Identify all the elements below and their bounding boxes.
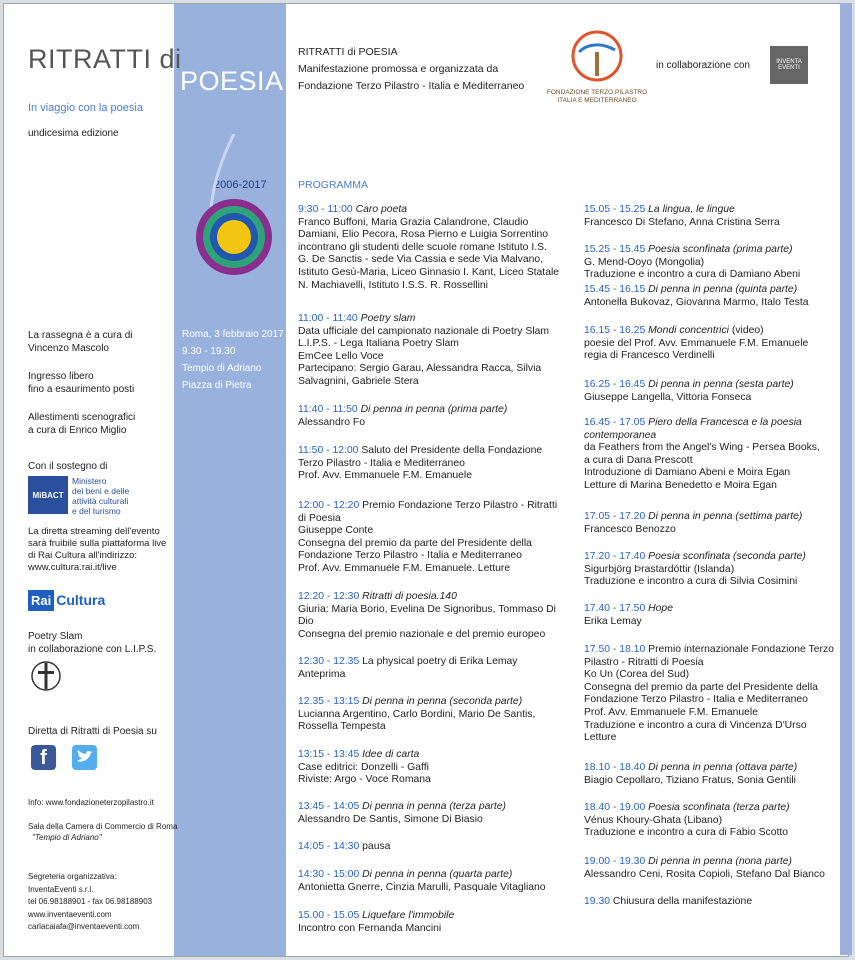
program-line: Francesco Benozzo <box>584 523 676 535</box>
right-edge-strip <box>840 3 852 955</box>
program-entry <box>584 417 854 493</box>
program-entry <box>298 591 568 641</box>
fondazione-logo-text <box>541 89 653 105</box>
header-text <box>298 44 524 95</box>
program-line: Pilastro - Ritratti di Poesia <box>584 656 704 668</box>
program-title: Poesia sconfinata (seconda parte) <box>648 551 806 562</box>
program-entry-header <box>298 500 568 513</box>
program-line: Prof. Avv. Emmanuele F.M. Emanuele <box>298 470 473 482</box>
program-line: di Poesia <box>298 512 341 524</box>
program-title: Di penna in penna (sesta parte) <box>648 379 794 390</box>
program-time: 9:30 - 11:00 <box>298 204 353 215</box>
program-time: 17.20 - 17.40 <box>584 551 646 562</box>
rai-label: Rai <box>28 590 54 611</box>
program-title: Liquefare l'immobile <box>362 910 455 921</box>
program-line: Salvagnini, Gabriele Stera <box>298 375 419 387</box>
program-line: Giuseppe Conte <box>298 525 374 537</box>
program-time: 14:30 - 15:00 <box>298 869 360 880</box>
program-title-plain: Premio Fondazione Terzo Pilastro - Ritratti <box>362 500 558 511</box>
program-entry-header <box>298 445 568 458</box>
program-entry-header <box>298 404 568 417</box>
program-entry <box>298 749 568 787</box>
program-line: regia di Francesco Verdinelli <box>584 350 715 362</box>
event-square: Piazza di Pietra <box>182 380 252 391</box>
mibact-abbr: MiBACT <box>32 490 64 500</box>
stream-line-2: sarà fruibile sulla piattaforma live <box>28 538 167 549</box>
program-time: 11:40 - 11:50 <box>298 404 358 415</box>
hall-subname: "Tempio di Adriano" <box>32 833 102 842</box>
curator-info <box>28 330 133 355</box>
program-entry <box>298 801 568 826</box>
program-line: Terzo Pilastro - Italia e Mediterraneo <box>298 457 465 469</box>
program-line: Riviste: Argo - Voce Romana <box>298 774 431 786</box>
program-time: 15.45 - 16.15 <box>584 284 646 295</box>
program-title-plain: Premio internazionale Fondazione Terzo <box>648 644 834 655</box>
program-time: 16.45 - 17.05 <box>584 417 646 428</box>
program-time: 13:15 - 13:45 <box>298 749 360 760</box>
program-entry-header <box>298 749 568 762</box>
program-entry-header <box>584 762 854 775</box>
program-line: Prof. Avv. Emmanuele F.M. Emanuele. Letture <box>298 562 511 574</box>
collab-label: in collaborazione con <box>656 60 750 71</box>
rai-cultura-logo <box>28 588 105 612</box>
program-entry <box>584 762 854 787</box>
program-line: Fondazione Terzo Pilastro - Italia e Mediterraneo <box>584 694 808 706</box>
program-time: 16.25 - 16.45 <box>584 379 646 390</box>
program-entry <box>298 404 568 429</box>
event-details <box>182 326 284 394</box>
program-line: Giuseppe Langella, Vittoria Fonseca <box>584 391 752 403</box>
program-title: Poesia sconfinata (terza parte) <box>648 802 790 813</box>
program-time: 12:00 - 12:20 <box>298 500 360 511</box>
program-time: 17.40 - 17.50 <box>584 603 646 614</box>
program-entry <box>298 869 568 894</box>
program-line: G. Mend-Ooyo (Mongolia) <box>584 256 705 268</box>
secr-email: carlacaiafa@inventaeventi.com <box>28 922 140 931</box>
program-time: 17.05 - 17.20 <box>584 511 646 522</box>
program-title-plain: pausa <box>362 841 391 852</box>
curator-name: Vincenzo Mascolo <box>28 342 109 354</box>
header-line-2: Manifestazione promossa e organizzata da <box>298 63 499 75</box>
program-entry-header <box>584 802 854 815</box>
program-title: Mondi concentrici <box>648 325 729 336</box>
program-title-suffix: (video) <box>729 325 764 336</box>
program-title: Di penna in penna (prima parte) <box>360 404 508 415</box>
program-entry-header <box>584 551 854 564</box>
program-entry-header <box>584 603 854 616</box>
program-entry-header <box>298 869 568 882</box>
program-title: Di penna in penna (ottava parte) <box>648 762 798 773</box>
program-title: Piero della Francesca e la poesia <box>648 417 802 428</box>
program-line: contemporanea <box>584 429 657 441</box>
stream-url: www.cultura.rai.it/live <box>28 562 117 573</box>
program-line: poesie del Prof. Avv. Emmanuele F.M. Emanuele <box>584 337 809 349</box>
program-time: 12.35 - 13:15 <box>298 696 360 707</box>
slam-line-2: in collaborazione con L.I.P.S. <box>28 643 157 655</box>
program-entry <box>298 313 568 389</box>
program-line: Fondazione Terzo Pilastro - Italia e Mediterraneo <box>298 550 522 562</box>
program-entry <box>584 603 854 628</box>
edition: undicesima edizione <box>28 128 119 139</box>
program-entry-header <box>298 591 568 604</box>
program-line: G. De Sanctis - sede Via Cassia e sede Via Malvano, <box>298 254 544 266</box>
program-entry-header <box>298 696 568 709</box>
program-line: EmCee Lello Voce <box>298 350 384 362</box>
inventa-label: INVENTA EVENTI <box>776 59 802 71</box>
program-entry-header <box>584 284 854 297</box>
program-entry <box>584 802 854 840</box>
program-entry <box>584 511 854 536</box>
secr-label: Segreteria organizzativa: <box>28 872 117 881</box>
program-entry <box>584 644 854 745</box>
program-time: 15.05 - 15.25 <box>584 204 646 215</box>
inventa-eventi-logo <box>770 46 808 84</box>
program-line: Sigurbjörg Þrastardóttir (Islanda) <box>584 563 735 575</box>
event-venue: Tempio di Adriano <box>182 363 262 374</box>
program-entry-header <box>584 417 854 430</box>
program-line: Letture <box>584 732 617 744</box>
slam-info <box>28 631 156 656</box>
program-entry <box>584 379 854 404</box>
program-entry-header <box>584 244 854 257</box>
program-entry-header <box>298 801 568 814</box>
program-line: Alessandro Fo <box>298 416 365 428</box>
program-entry <box>298 656 568 681</box>
program-heading: PROGRAMMA <box>298 179 369 191</box>
header-line-3: Fondazione Terzo Pilastro - Italia e Mediterraneo <box>298 80 525 92</box>
program-line: N. Machiavelli, Istituto I.S.S. R. Rossellini <box>298 279 488 291</box>
program-entry <box>298 445 568 483</box>
years: 2006-2017 <box>214 179 267 191</box>
program-line: Prof. Avv. Emmanuele F.M. Emanuele <box>584 706 759 718</box>
program-line: Traduzione e incontro a cura di Vincenza D'Urso <box>584 719 807 731</box>
secr-web: www.inventaeventi.com <box>28 909 112 919</box>
program-line: Traduzione e incontro a cura di Fabio Scotto <box>584 827 789 839</box>
program-entry <box>298 910 568 935</box>
program-title: Ritratti di poesia.140 <box>362 591 457 602</box>
program-line: Vénus Khoury-Ghata (Libano) <box>584 814 723 826</box>
program-line: Case editrici: Donzelli - Gaffi <box>298 761 429 773</box>
program-line: Consegna del premio nazionale e del premio europeo <box>298 628 546 640</box>
program-entry <box>584 551 854 589</box>
program-entry <box>298 841 568 854</box>
staging-info <box>28 412 135 437</box>
program-entry <box>298 696 568 734</box>
slam-line-1: Poetry Slam <box>28 631 83 642</box>
program-entry <box>584 896 854 909</box>
program-entry <box>584 325 854 363</box>
program-title-plain: Chiusura della manifestazione <box>612 896 753 907</box>
program-title: La lingua, le lingue <box>648 204 735 215</box>
program-title: Di penna in penna (seconda parte) <box>362 696 523 707</box>
program-entry-header <box>584 204 854 217</box>
program-line: Istituto Gesù-Maria, Liceo Ginnasio I. Kant, Liceo Statale <box>298 266 560 278</box>
lips-logo <box>28 660 64 692</box>
program-time: 14:05 - 14:30 <box>298 841 360 852</box>
program-title: Di penna in penna (quarta parte) <box>362 869 513 880</box>
program-entry-header <box>298 204 568 217</box>
program-time: 11:50 - 12:00 <box>298 445 359 456</box>
cultura-label: Cultura <box>56 592 106 608</box>
program-title: Di penna in penna (nona parte) <box>648 856 792 867</box>
program-line: L.I.P.S. - Lega Italiana Poetry Slam <box>298 338 459 350</box>
program-line: Antonietta Gnerre, Cinzia Marulli, Pasquale Vitagliano <box>298 881 546 893</box>
mibact-logo <box>28 476 68 514</box>
staging-line-1: Allestimenti scenografici <box>28 412 136 423</box>
title-poesia: POESIA <box>180 66 284 96</box>
program-time: 18.10 - 18.40 <box>584 762 646 773</box>
program-entry-header <box>298 313 568 326</box>
staging-line-2: a cura di Enrico Miglio <box>28 424 127 436</box>
secr-company: InventaEventi s.r.l. <box>28 884 94 894</box>
program-time: 19.30 <box>584 896 611 907</box>
mibact-line-3: attività culturali <box>72 496 129 506</box>
program-title-plain: Saluto del Presidente della Fondazione <box>361 445 543 456</box>
stream-line-3: di Rai Cultura all'indirizzo: <box>28 550 137 561</box>
program-line: Giuria: Maria Borio, Evelina De Signoribus, Tommaso Di <box>298 603 556 615</box>
program-entry-header <box>584 896 854 909</box>
mibact-line-4: e del turismo <box>72 506 121 516</box>
program-entry-header <box>584 379 854 392</box>
secr-phone: tel 06.98188901 - fax 06.98188903 <box>28 897 153 906</box>
program-line: Rossella Tempesta <box>298 721 386 733</box>
fondazione-logo <box>541 28 653 105</box>
program-line: Introduzione di Damiano Abeni e Moira Egan <box>584 467 791 479</box>
program-line: Anteprima <box>298 668 346 680</box>
secretariat <box>28 871 152 934</box>
program-entry <box>298 204 568 292</box>
social-label: Diretta di Ritratti di Poesia su <box>28 726 157 737</box>
program-title-plain: La physical poetry di Erika Lemay <box>362 656 518 667</box>
program-time: 13:45 - 14:05 <box>298 801 360 812</box>
title-ritratti: RITRATTI di <box>28 44 182 74</box>
entry-line-1: Ingresso libero <box>28 371 94 382</box>
program-time: 11:00 - 11:40 <box>298 313 358 324</box>
program-line: Franco Buffoni, Maria Grazia Calandrone, Claudio <box>298 216 529 228</box>
program-line: Consegna del premio da parte del Presidente della <box>298 537 532 549</box>
entry-line-2: fino a esaurimento posti <box>28 383 135 395</box>
program-line: Traduzione e incontro a cura di Damiano Abeni <box>584 269 801 281</box>
program-time: 12:30 - 12.35 <box>298 656 360 667</box>
program-title: Poesia sconfinata (prima parte) <box>648 244 793 255</box>
curator-label: La rassegna è a cura di <box>28 330 133 341</box>
program-title: Di penna in penna (settima parte) <box>648 511 803 522</box>
header-line-1: RITRATTI di POESIA <box>298 46 398 58</box>
program-title: Di penna in penna (quinta parte) <box>648 284 798 295</box>
program-time: 15.25 - 15.45 <box>584 244 646 255</box>
program-line: Ko Un (Corea del Sud) <box>584 669 690 681</box>
stream-info <box>28 526 166 574</box>
concentric-circles-logo <box>194 134 284 294</box>
program-line: Consegna del premio da parte del Presidente della <box>584 681 818 693</box>
program-line: incontrano gli studenti delle scuole romane Istituto I.S. <box>298 241 547 253</box>
fondazione-logo-line-1: FONDAZIONE TERZO PILASTRO <box>546 89 648 96</box>
program-entry-header <box>584 644 854 657</box>
program-line: Alessandro De Santis, Simone Di Biasio <box>298 813 483 825</box>
program-line: Partecipano: Sergio Garau, Alessandra Racca, Silvia <box>298 363 542 375</box>
support-label: Con il sostegno di <box>28 461 108 472</box>
subtitle: In viaggio con la poesia <box>28 102 143 114</box>
program-entry <box>584 284 854 309</box>
program-time: 17.50 - 18.10 <box>584 644 646 655</box>
program-entry-header <box>584 325 854 338</box>
program-title: Poetry slam <box>360 313 416 324</box>
program-entry <box>298 500 568 576</box>
program-line: Erika Lemay <box>584 615 642 627</box>
program-line: Biagio Cepollaro, Tiziano Fratus, Sonia Gentili <box>584 774 796 786</box>
program-line: Antonella Bukovaz, Giovanna Marmo, Italo Testa <box>584 296 809 308</box>
event-date: Roma, 3 febbraio 2017 <box>182 329 284 340</box>
program-entry-header <box>298 656 568 669</box>
program-line: Alessandro Ceni, Rosita Copioli, Stefano Dal Bianco <box>584 868 825 880</box>
program-line: Traduzione e incontro a cura di Silvia Cosimini <box>584 576 798 588</box>
program-entry-header <box>298 910 568 923</box>
program-time: 19.00 - 19.30 <box>584 856 646 867</box>
mibact-line-1: Ministero <box>72 476 107 486</box>
fondazione-logo-line-2: ITALIA E MEDITERRANEO <box>557 97 637 104</box>
program-line: da Feathers from the Angel's Wing - Persea Books, <box>584 442 820 454</box>
program-time: 16.15 - 16.25 <box>584 325 646 336</box>
program-line: Damiani, Elio Pecora, Rosa Pierno e Luigia Sorrentino <box>298 229 549 241</box>
event-hours: 9.30 - 19.30 <box>182 346 236 357</box>
program-entry <box>584 856 854 881</box>
program-title: Caro poeta <box>355 204 407 215</box>
program-line: Data ufficiale del campionato nazionale di Poetry Slam <box>298 325 550 337</box>
poster <box>3 3 849 957</box>
program-time: 12:20 - 12:30 <box>298 591 360 602</box>
program-line: Letture di Marina Benedetto e Moira Egan <box>584 479 777 491</box>
hall-name: Sala della Camera di Commercio di Roma <box>28 822 178 831</box>
program-title: Idee di carta <box>362 749 420 760</box>
info-website: Info: www.fondazioneterzopilastro.it <box>28 798 154 807</box>
program-line: Incontro con Fernanda Mancini <box>298 922 442 934</box>
program-entry <box>584 244 854 282</box>
mibact-line-2: dei beni e delle <box>72 486 130 496</box>
facebook-icon[interactable]: f <box>31 745 56 770</box>
program-line: a cura di Dana Prescott <box>584 454 693 466</box>
program-title: Hope <box>648 603 673 614</box>
program-time: 15.00 - 15.05 <box>298 910 360 921</box>
program-title: Di penna in penna (terza parte) <box>362 801 506 812</box>
stream-line-1: La diretta streaming dell'evento <box>28 526 160 537</box>
mibact-text <box>72 476 129 516</box>
program-entry <box>584 204 854 229</box>
program-line: Dio <box>298 616 314 628</box>
program-entry-header <box>584 856 854 869</box>
program-line: Francesco Di Stefano, Anna Cristina Serra <box>584 216 780 228</box>
entry-info <box>28 371 134 396</box>
program-entry-header <box>584 511 854 524</box>
program-time: 18.40 - 19.00 <box>584 802 646 813</box>
program-line: Lucianna Argentino, Carlo Bordini, Mario De Santis, <box>298 708 536 720</box>
program-entry-header <box>298 841 568 854</box>
fondazione-emblem-icon <box>569 28 625 84</box>
twitter-icon[interactable] <box>72 745 97 770</box>
